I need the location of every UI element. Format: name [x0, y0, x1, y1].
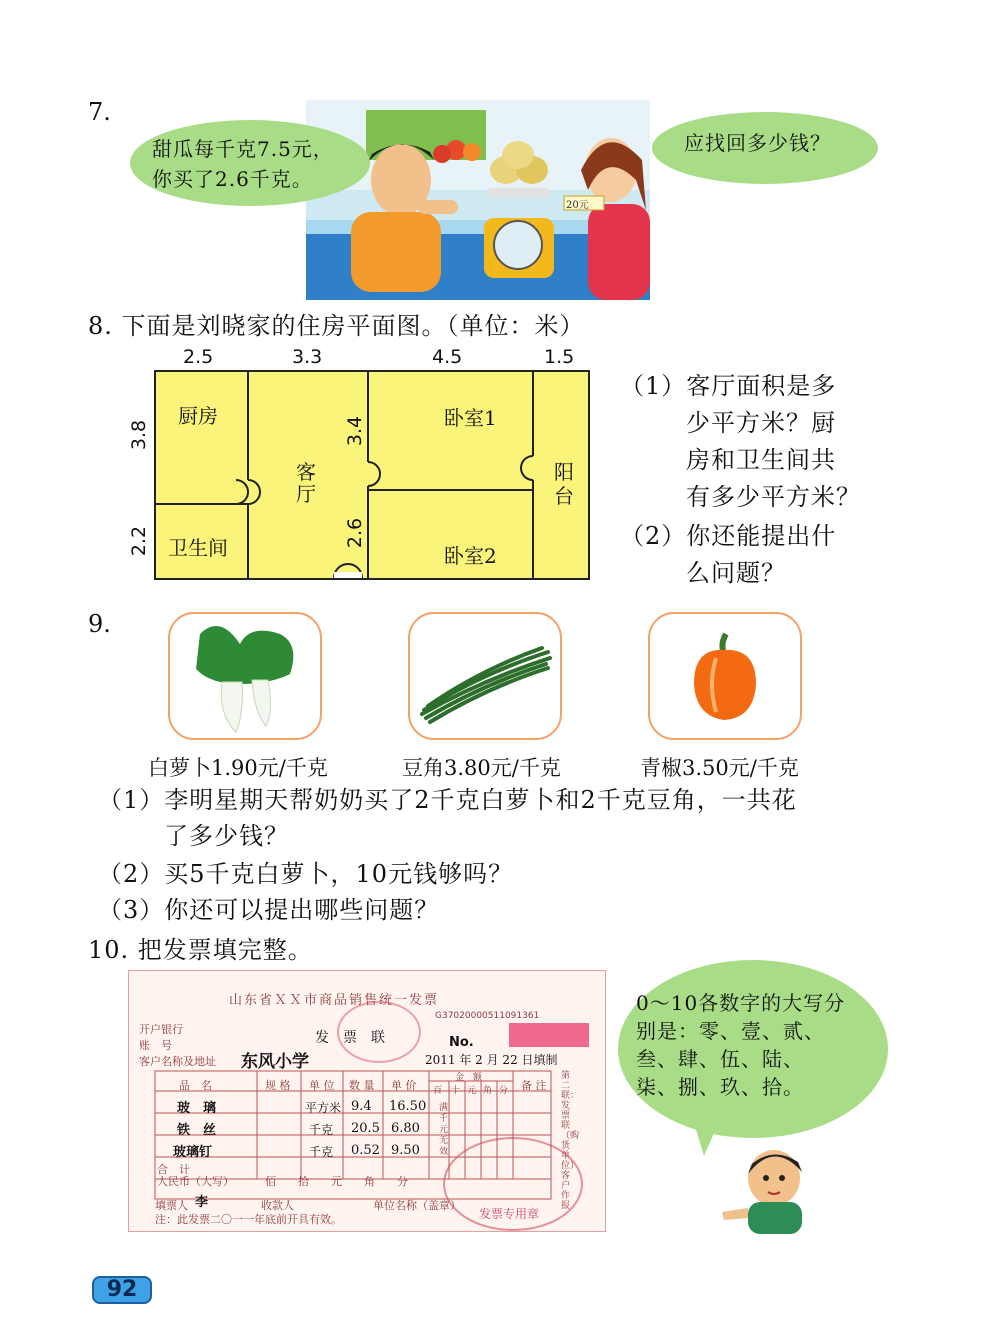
q8-question-line5: （2）你还能提出什 [620, 522, 837, 550]
invoice-row3-qty: 0.52 [351, 1143, 380, 1158]
q9-question-1: （1）李明星期天帮奶奶买了2千克白萝卜和2千克豆角，一共花 [98, 786, 797, 814]
room-bedroom2: 卧室2 [444, 544, 497, 568]
room-balcony-line1: 阳 [554, 460, 574, 484]
invoice-total-units: 佰 拾 元 角 分 [265, 1175, 408, 1188]
invoice-row2-price: 6.80 [391, 1121, 420, 1136]
card-green-beans [408, 612, 562, 740]
q10-bubble-line1: 0～10各数字的大写分 [636, 991, 846, 1015]
invoice-filler-label: 填票人 [155, 1199, 188, 1212]
invoice-unit-hundred: 百 [433, 1086, 443, 1096]
q9-question-3: （3）你还可以提出哪些问题？ [98, 896, 440, 924]
invoice-unit-jiao: 角 [483, 1086, 493, 1096]
q9-question-2: （2）买5千克白萝卜，10元钱够吗？ [98, 860, 514, 888]
invoice-unit-fen: 分 [499, 1086, 509, 1096]
invoice-row1-name: 玻 璃 [177, 1101, 217, 1116]
white-radish-icon [170, 614, 320, 738]
invoice-vertical-note-right: 第二联：发票联（购货单位）客户作报 [561, 1071, 580, 1211]
q9-question-1-cont: 了多少钱？ [164, 822, 289, 850]
q7-number: 7. [88, 98, 111, 126]
invoice-col-spec: 规 格 [265, 1079, 291, 1092]
invoice-number-mask [509, 1023, 589, 1047]
q8-question-line3: 房和卫生间共 [686, 446, 836, 474]
q7-left-bubble-line2: 你买了2.6千克。 [152, 167, 313, 191]
invoice-row3-name: 玻璃钉 [173, 1145, 213, 1160]
invoice-vertical-note-left: 满千元无效 [439, 1103, 449, 1157]
invoice-header: 山东省ＸＸ市商品销售统一发票 [229, 993, 440, 1008]
invoice-col-amount: 金 额 [455, 1073, 483, 1083]
invoice-filler: 李 [195, 1195, 209, 1210]
dim-top-4: 1.5 [544, 346, 575, 368]
green-beans-icon [410, 614, 560, 738]
invoice-rmb-label: 人民币（大写） [157, 1175, 234, 1188]
room-living-line2: 厅 [296, 482, 316, 506]
invoice-total-label: 合 计 [157, 1163, 190, 1176]
invoice-col-name: 品 名 [179, 1079, 212, 1092]
invoice-row1-qty: 9.4 [351, 1099, 372, 1114]
invoice-row2-name: 铁 丝 [177, 1123, 217, 1138]
invoice-col-price: 单 价 [391, 1079, 417, 1092]
room-kitchen: 厨房 [178, 404, 218, 428]
invoice-row3-unit: 千克 [309, 1145, 334, 1159]
q9-number: 9. [88, 610, 111, 638]
invoice-fapiao-label: 发 票 联 [315, 1030, 385, 1046]
dim-top-2: 3.3 [292, 346, 323, 368]
invoice-row1-price: 16.50 [389, 1099, 427, 1114]
q10-title: 10. 把发票填完整。 [88, 936, 313, 964]
q7-right-bubble-text: 应找回多少钱？ [684, 131, 831, 155]
invoice-col-qty: 数 量 [349, 1079, 375, 1092]
invoice-bank-label: 开户银行 [139, 1023, 183, 1036]
q8-question-line2: 少平方米？厨 [686, 409, 836, 437]
q7-left-bubble-line1: 甜瓜每千克7.5元， [152, 137, 334, 161]
page-number: 92 [92, 1276, 152, 1304]
invoice-col-remark: 备 注 [521, 1079, 547, 1092]
caption-green-beans: 豆角3.80元/千克 [402, 756, 561, 780]
dim-left-1: 3.8 [128, 419, 151, 451]
q8-question-line1: （1）客厅面积是多 [620, 372, 837, 400]
invoice-note: 注：此发票二〇一一年底前开具有效。 [155, 1213, 342, 1226]
q10-bubble-line3: 叁、肆、伍、陆、 [636, 1047, 804, 1071]
q10-bubble-line4: 柒、捌、玖、拾。 [636, 1075, 804, 1099]
dim-inner-1: 3.4 [344, 415, 367, 447]
dim-top-1: 2.5 [183, 346, 214, 368]
invoice-row1-unit: 平方米 [305, 1101, 342, 1115]
invoice [128, 970, 606, 1232]
q10-bubble-line2: 别是：零、壹、贰、 [636, 1019, 825, 1043]
invoice-code: G37020000511091361 [435, 1011, 540, 1021]
room-balcony-line2: 台 [554, 484, 574, 508]
invoice-no-label: No. [449, 1035, 474, 1050]
invoice-account-label: 账 号 [139, 1039, 172, 1052]
q7-illustration [306, 100, 650, 300]
room-bathroom: 卫生间 [168, 536, 228, 560]
caption-green-pepper: 青椒3.50元/千克 [640, 756, 799, 780]
q7-banknote-label: 20元 [566, 200, 589, 211]
floor-plan [154, 370, 590, 580]
invoice-unit-yuan: 元 [467, 1086, 477, 1096]
shop-scene-illustration [306, 100, 650, 300]
room-living-line1: 客 [296, 460, 316, 484]
invoice-row2-unit: 千克 [309, 1123, 334, 1137]
dim-top-3: 4.5 [432, 346, 463, 368]
q8-question-line6: 么问题？ [686, 559, 786, 587]
q8-title: 8. 下面是刘晓家的住房平面图。（单位：米） [88, 312, 585, 340]
card-green-pepper [648, 612, 802, 740]
invoice-unit-label: 单位名称（盖章） [373, 1199, 461, 1212]
card-white-radish [168, 612, 322, 740]
invoice-cashier-label: 收款人 [261, 1199, 294, 1212]
caption-white-radish: 白萝卜1.90元/千克 [148, 756, 328, 780]
invoice-customer-label: 客户名称及地址 [139, 1055, 216, 1068]
dim-inner-2: 2.6 [344, 517, 367, 549]
invoice-unit-ten: 十 [451, 1086, 461, 1096]
q8-question-line4: 有多少平方米？ [686, 483, 861, 511]
invoice-small-stamp [337, 1001, 421, 1063]
invoice-stamp-text: 发票专用章 [479, 1207, 540, 1221]
invoice-customer: 东风小学 [241, 1052, 309, 1072]
invoice-date: 2011 年 2 月 22 日填制 [425, 1053, 558, 1067]
room-bedroom1: 卧室1 [444, 406, 497, 430]
invoice-col-unit: 单 位 [309, 1079, 335, 1092]
dim-left-2: 2.2 [128, 525, 151, 557]
bell-pepper-icon [650, 614, 800, 738]
invoice-row2-qty: 20.5 [351, 1121, 380, 1136]
boy-character-illustration [718, 1138, 814, 1234]
invoice-row3-price: 9.50 [391, 1143, 420, 1158]
